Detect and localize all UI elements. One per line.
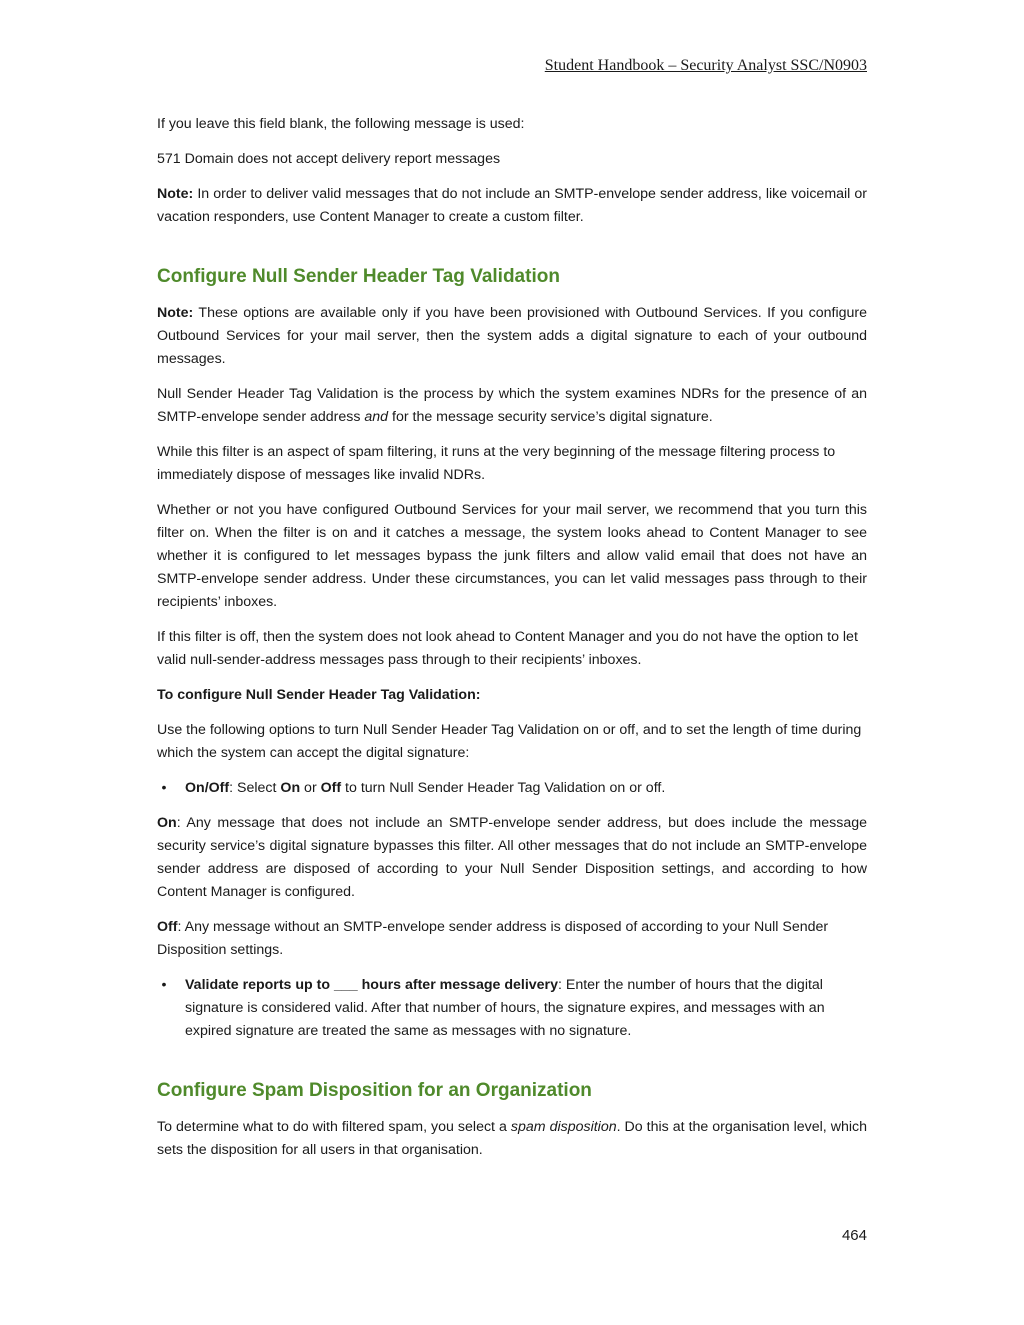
option-label: hours after message delivery: [357, 977, 558, 993]
section1-paragraph-3: Whether or not you have configured Outbound Services for your mail server, we recommend that you turn this filter on. When the filter is on and it catches a message, the system looks ahead to Content Manager to see whether it is configured to let messages bypass the junk filters and allow valid email that does not have an SMTP-envelope sender address. Under these circumstances, you can let valid messages pass through to their recipients’ inboxes.: [157, 502, 867, 610]
section1-note: [157, 302, 867, 371]
section1-paragraph-5: Use the following options to turn Null Sender Header Tag Validation on or off, and to set the length of time during which the system can accept the digital signature:: [157, 722, 862, 761]
option-label: On/Off: [185, 780, 230, 796]
text-run: Null Sender Header Tag Validation is the process by which the system examines NDRs for the presence of an SMTP-envelope sender address: [157, 386, 867, 425]
section1-paragraph-4: If this filter is off, then the system does not look ahead to Content Manager and you do not have the option to let valid null-sender-address messages pass through to their recipients’ inboxes.: [157, 629, 858, 668]
running-header: Student Handbook – Security Analyst SSC/N0903: [544, 57, 867, 74]
off-label: Off: [157, 919, 178, 935]
text-run: for the message security service’s digital signature.: [388, 409, 713, 425]
bullet-icon: •: [161, 977, 167, 993]
section1-paragraph-1: [157, 383, 867, 429]
section-heading-spam-disposition: Configure Spam Disposition for an Organization: [157, 1080, 592, 1101]
intro-note: [157, 183, 867, 229]
options-list-1: [157, 777, 867, 800]
off-keyword: Off: [320, 780, 342, 796]
on-description: [157, 812, 867, 904]
text-run: to turn Null Sender Header Tag Validation on or off.: [341, 780, 666, 796]
note-text: These options are available only if you have been provisioned with Outbound Services. If you configure Outbound Services for your mail server, then the system adds a digital signature to each of your outbound messages.: [157, 305, 867, 367]
text-run: or: [300, 780, 321, 796]
note-label: Note:: [157, 186, 194, 202]
list-item-on-off: [157, 777, 867, 800]
configure-subheading: To configure Null Sender Header Tag Validation:: [157, 687, 481, 703]
page-content: [157, 113, 867, 1174]
emphasis-text: and: [364, 409, 389, 425]
options-list-2: [157, 974, 867, 1043]
intro-paragraph: If you leave this field blank, the following message is used:: [157, 116, 525, 132]
blank-placeholder: ___: [334, 977, 358, 993]
option-label: Validate reports up to: [185, 977, 334, 993]
text-run: : Enter the number of hours that the digital signature is considered valid. After that number of hours, the signature expires, and messages with an expired signature are treated the same as messages with no signature.: [185, 977, 825, 1039]
section1-paragraph-2: While this filter is an aspect of spam filtering, it runs at the very beginning of the message filtering process to immediately dispose of messages like invalid NDRs.: [157, 444, 836, 483]
section-heading-null-sender: Configure Null Sender Header Tag Validation: [157, 266, 560, 287]
on-label: On: [157, 815, 177, 831]
text-run: : Any message that does not include an SMTP-envelope sender address, but does include the message security service’s digital signature bypasses this filter. All other messages that do not include an SMTP-envelope sender address are disposed of according to your Null Sender Disposition settings, and according to how Content Manager is configured.: [157, 815, 867, 900]
section2-paragraph-1: [157, 1116, 867, 1162]
default-message-text: 571 Domain does not accept delivery report messages: [157, 151, 501, 167]
text-run: : Select: [229, 780, 281, 796]
note-text: In order to deliver valid messages that do not include an SMTP-envelope sender address, like voicemail or vacation responders, use Content Manager to create a custom filter.: [157, 186, 867, 225]
bullet-icon: •: [161, 780, 167, 796]
note-label: Note:: [157, 305, 194, 321]
off-description: [157, 916, 867, 962]
text-run: : Any message without an SMTP-envelope sender address is disposed of according to your Null Sender Disposition settings.: [157, 919, 829, 958]
list-item-validate-reports: [157, 974, 867, 1043]
emphasis-text: spam disposition: [510, 1119, 617, 1135]
page-number: 464: [841, 1227, 867, 1244]
text-run: To determine what to do with filtered spam, you select a: [157, 1119, 511, 1135]
on-keyword: On: [280, 780, 301, 796]
text-run: . Do this at the organisation level, which sets the disposition for all users in that organisation.: [157, 1119, 867, 1158]
